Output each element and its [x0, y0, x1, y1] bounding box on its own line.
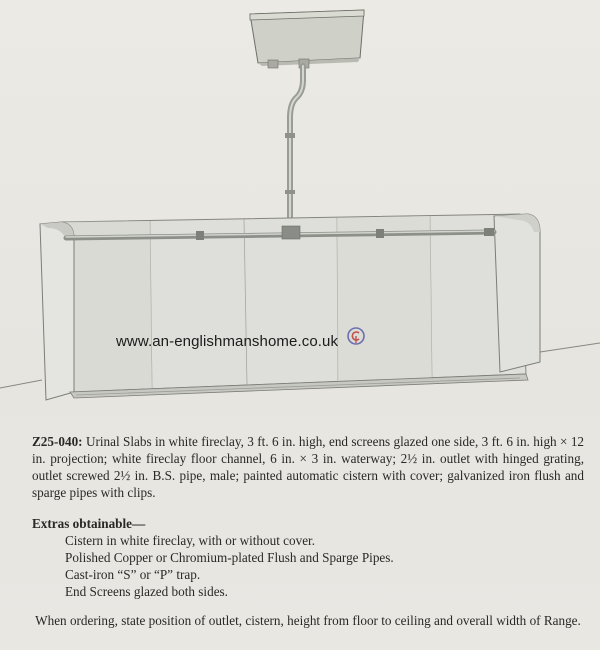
copyright-circle-icon [345, 325, 367, 347]
product-description [32, 433, 584, 501]
right-end-screen [494, 214, 540, 372]
extras-item: Cistern in white fireclay, with or without cover. [65, 533, 316, 548]
extras-item: Polished Copper or Chromium-plated Flush and Sparge Pipes. [65, 550, 394, 565]
extras-section [32, 515, 584, 600]
watermark-url: www.an-englishmanshome.co.uk [116, 333, 339, 350]
extras-item: Cast-iron “S” or “P” trap. [65, 567, 201, 582]
catalogue-code: Z25-040: [32, 434, 83, 449]
left-end-screen [40, 222, 74, 400]
extras-heading: Extras obtainable— [32, 516, 146, 531]
extras-item: End Screens glazed both sides. [65, 584, 228, 599]
cistern [250, 10, 364, 68]
extras-list [32, 532, 584, 600]
urinal-slabs [62, 214, 526, 392]
flush-pipe [285, 66, 303, 232]
product-description-block [32, 433, 584, 642]
description-text: Urinal Slabs in white fireclay, 3 ft. 6 in. high, end screens glazed one side, 3 ft. 6 in. high × 12 in. projection; white fireclay floor channel, 6 in. × 3 in. waterway; 2½ in. outlet with hinged grating, outlet screwed 2½ in. B.S. pipe, male; painted automatic cistern with cover; galvanized iron flush and sparge pipes with clips. [32, 434, 585, 500]
ordering-note: When ordering, state position of outlet, cistern, height from floor to ceiling and overall width of Range. [35, 613, 581, 628]
